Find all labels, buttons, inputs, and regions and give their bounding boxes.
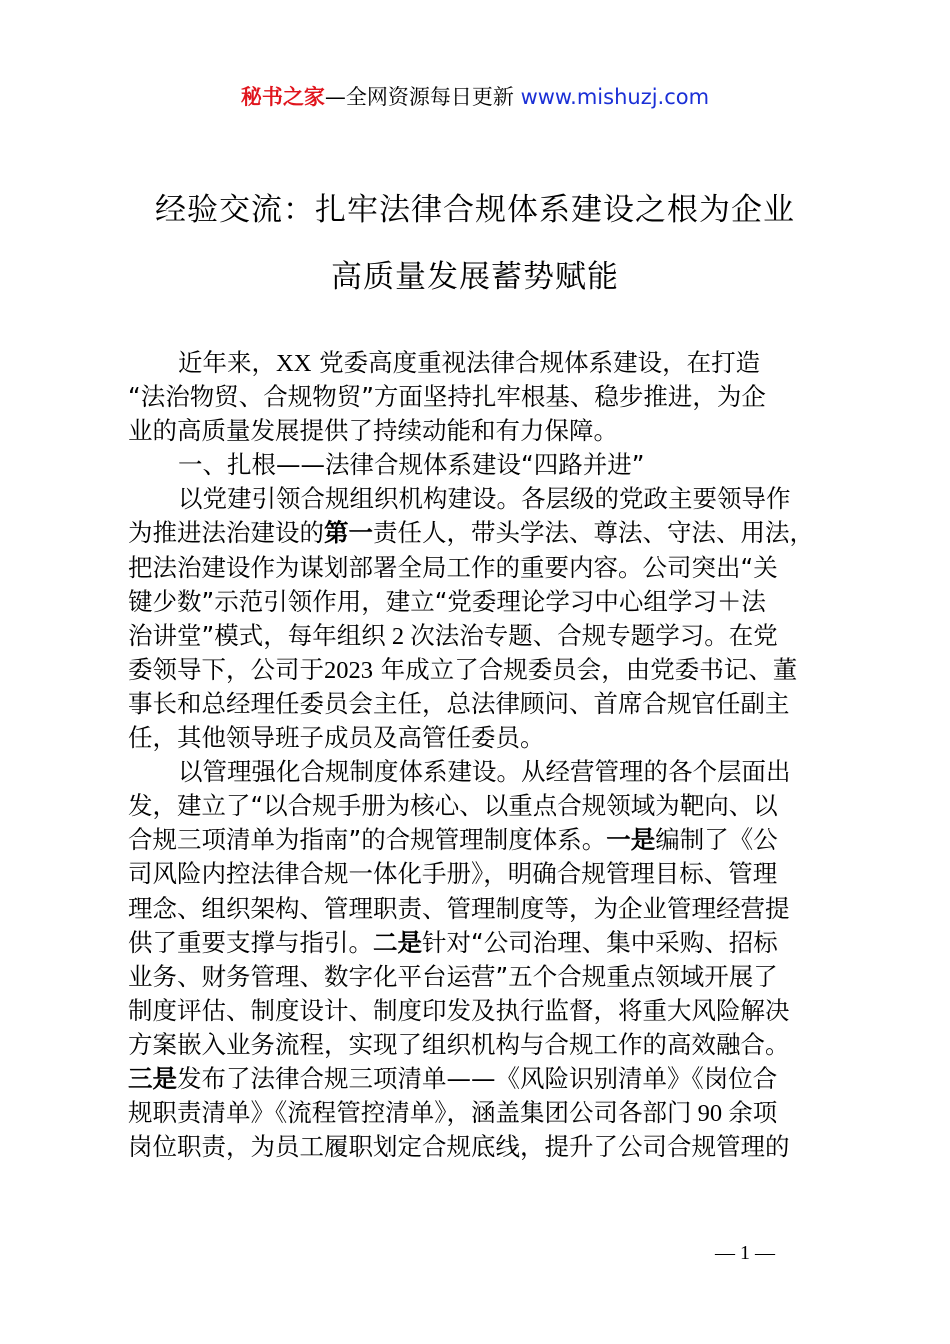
bold-text: 三是 bbox=[128, 1063, 177, 1093]
document-title-line-1: 经验交流：扎牢法律合规体系建设之根为企业 bbox=[155, 192, 795, 228]
site-url-link[interactable]: www.mishuzj.com bbox=[520, 85, 710, 109]
text-span: 委领导下，公司于 bbox=[128, 654, 324, 684]
text-line: 把法治建设作为谋划部署全局工作的重要内容。公司突出“关 bbox=[128, 552, 778, 582]
text-span: 余项 bbox=[728, 1098, 778, 1128]
text-line bbox=[128, 346, 840, 380]
text-line: 以管理强化合规制度体系建设。从经营管理的各个层面出 bbox=[178, 757, 791, 787]
site-header bbox=[0, 80, 950, 114]
text-line: “法治物贸、合规物贸”方面坚持扎牢根基、稳步推进，为企 bbox=[128, 382, 766, 412]
text-span: 编制了《公 bbox=[655, 825, 778, 855]
text-line bbox=[128, 823, 840, 857]
document-title-line-2: 高质量发展蓄势赋能 bbox=[331, 259, 619, 295]
text-line: 制度评估、制度设计、制度印发及执行监督，将重大风险解决 bbox=[128, 995, 790, 1025]
paragraph-management bbox=[128, 755, 840, 1164]
text-span: 规职责清单》《流程管控清单》，涵盖集团公司各部门 bbox=[128, 1098, 692, 1128]
text-span: 责任人，带头学法、尊法、守法、用法， bbox=[373, 518, 814, 548]
bold-text: 一是 bbox=[606, 825, 656, 855]
text-span: 近年来， bbox=[178, 348, 276, 377]
text-line bbox=[128, 516, 840, 550]
site-tagline: —全网资源每日更新 bbox=[324, 85, 514, 109]
bold-text: 二是 bbox=[373, 927, 422, 957]
text-span: 2023 bbox=[324, 656, 373, 684]
text-line: 发，建立了“以合规手册为核心、以重点合规领域为靶向、以 bbox=[128, 791, 778, 821]
text-line: 键少数”示范引领作用，建立“党委理论学习中心组学习＋法 bbox=[128, 586, 766, 616]
site-brand: 秘书之家 bbox=[240, 85, 325, 109]
page-number: — 1 — bbox=[715, 1242, 775, 1264]
text-line bbox=[128, 1096, 840, 1130]
text-span: 合规三项清单为指南”的合规管理制度体系。 bbox=[128, 825, 607, 855]
text-span: 供了重要支撑与指引。 bbox=[128, 927, 373, 957]
text-line: 司风险内控法律合规一体化手册》，明确合规管理目标、管理 bbox=[128, 859, 778, 889]
text-span: XX bbox=[276, 350, 312, 377]
bold-text: 第一 bbox=[324, 518, 373, 548]
text-line: 理念、组织架构、管理职责、管理制度等，为企业管理经营提 bbox=[128, 893, 790, 923]
text-span: 次法治专题、合规专题学习。在党 bbox=[410, 620, 778, 650]
text-span: 2 bbox=[385, 622, 411, 650]
text-line: 任，其他领导班子成员及高管任委员。 bbox=[128, 723, 545, 753]
text-span: 90 bbox=[691, 1100, 729, 1128]
text-line bbox=[128, 1062, 840, 1096]
text-line: 事长和总经理任委员会主任，总法律顾问、首席合规官任副主 bbox=[128, 688, 790, 718]
text-line: 业务、财务管理、数字化平台运营”五个合规重点领域开展了 bbox=[128, 961, 778, 991]
text-span: 针对“公司治理、集中采购、招标 bbox=[422, 927, 778, 957]
text-line bbox=[128, 926, 840, 960]
text-line: 业的高质量发展提供了持续动能和有力保障。 bbox=[128, 416, 618, 446]
text-line bbox=[128, 653, 840, 687]
text-span: 党委高度重视法律合规体系建设，在打造 bbox=[311, 348, 761, 377]
text-span: 治讲堂”模式，每年组织 bbox=[128, 620, 386, 650]
text-line: 岗位职责，为员工履职划定合规底线，提升了公司合规管理的 bbox=[128, 1132, 790, 1162]
paragraph-party-building bbox=[128, 482, 840, 755]
text-line: 方案嵌入业务流程，实现了组织机构与合规工作的高效融合。 bbox=[128, 1029, 790, 1059]
text-line bbox=[128, 619, 840, 653]
text-span: 发布了法律合规三项清单——《风险识别清单》《岗位合 bbox=[177, 1063, 778, 1093]
document-body bbox=[128, 346, 840, 1164]
text-line: 以党建引领合规组织机构建设。各层级的党政主要领导作 bbox=[178, 484, 791, 514]
section-heading-1: 一、扎根——法律合规体系建设“四路并进” bbox=[178, 450, 645, 480]
text-span: 年成立了合规委员会，由党委书记、董 bbox=[373, 654, 798, 684]
paragraph-intro bbox=[128, 346, 840, 448]
text-span: 为推进法治建设的 bbox=[128, 518, 324, 548]
